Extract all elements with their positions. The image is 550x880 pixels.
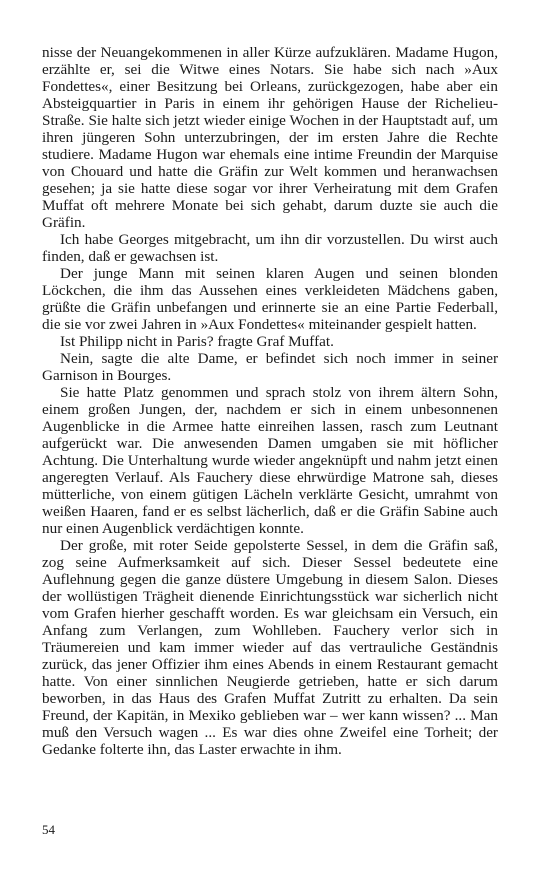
paragraph-1: nisse der Neuangekommenen in aller Kürze aufzuklären. Madame Hugon, erzählte er, sei die Witwe eines Notars. Sie habe sich nach »Aux Fondettes«, einer Besitzung bei Orleans, zurückgezogen, habe aber ein Absteigquartier in Paris in einem ihr gehörigen Hause der Richelieu-Straße. Sie halte sich jetzt wieder einige Wochen in der Hauptstadt auf, um ihren jüngeren Sohn unterzubringen, der im ersten Jahre die Rechte studiere. Madame Hugon war ehemals eine intime Freundin der Marquise von Chouard und hatte die Gräfin zur Welt kommen und heranwachsen gesehen; ja sie hatte diese sogar vor ihrer Verheiratung mit dem Grafen Muffat oft mehrere Monate bei sich gehabt, darum duzte sie auch die Gräfin. (42, 44, 498, 231)
paragraph-3: Der junge Mann mit seinen klaren Augen und seinen blonden Löckchen, die ihm das Aussehen eines verkleideten Mädchens gaben, grüßte die Gräfin unbefangen und erinnerte sie an eine Partie Federball, die sie vor zwei Jahren in »Aux Fondettes« miteinander gespielt hatten. (42, 265, 498, 333)
paragraph-4: Ist Philipp nicht in Paris? fragte Graf Muffat. (60, 333, 334, 350)
paragraph-6: Sie hatte Platz genommen und sprach stolz von ihrem ältern Sohn, einem großen Jungen, der, nachdem er sich in einem unbesonnenen Augenblicke in die Armee hatte einreihen lassen, rasch zum Leutnant aufgerückt war. Die anwesenden Damen umgaben sie mit höflicher Achtung. Die Unterhaltung wurde wieder angeknüpft und nahm jetzt einen angeregten Verlauf. Als Fauchery diese ehrwürdige Matrone sah, dieses mütterliche, von einem gütigen Lächeln verklärte Gesicht, umrahmt von weißen Haaren, fand er es selbst lächerlich, daß er die Gräfin Sabine auch nur einen Augenblick verdächtigen konnte. (42, 384, 498, 537)
page-body (42, 44, 498, 758)
paragraph-5: Nein, sagte die alte Dame, er befindet sich noch immer in seiner Garnison in Bourges. (42, 350, 498, 384)
page-number: 54 (42, 822, 55, 837)
paragraph-2: Ich habe Georges mitgebracht, um ihn dir vorzustellen. Du wirst auch finden, daß er gewachsen ist. (42, 231, 498, 265)
paragraph-7: Der große, mit roter Seide gepolsterte Sessel, in dem die Gräfin saß, zog seine Aufmerksamkeit auf sich. Dieser Sessel bedeutete eine Auflehnung gegen die ganze düstere Umgebung in diesem Salon. Dieses der wollüstigen Trägheit dienende Einrichtungsstück war sicherlich nicht vom Grafen hierher geschafft worden. Es war gleichsam ein Versuch, ein Anfang zum Verlangen, zum Wohlleben. Fauchery verlor sich in Träumereien und kam immer wieder auf das vertrauliche Geständnis zurück, das jener Offizier ihm eines Abends in einem Restaurant gemacht hatte. Von einer sinnlichen Neugierde getrieben, hatte er sich darum beworben, in das Haus des Grafen Muffat Zutritt zu erhalten. Da sein Freund, der Kapitän, in Mexiko geblieben war – wer kann wissen? ... Man muß den Versuch wagen ... Es war dies ohne Zweifel eine Torheit; der Gedanke folterte ihn, das Laster erwachte in ihm. (42, 537, 498, 758)
